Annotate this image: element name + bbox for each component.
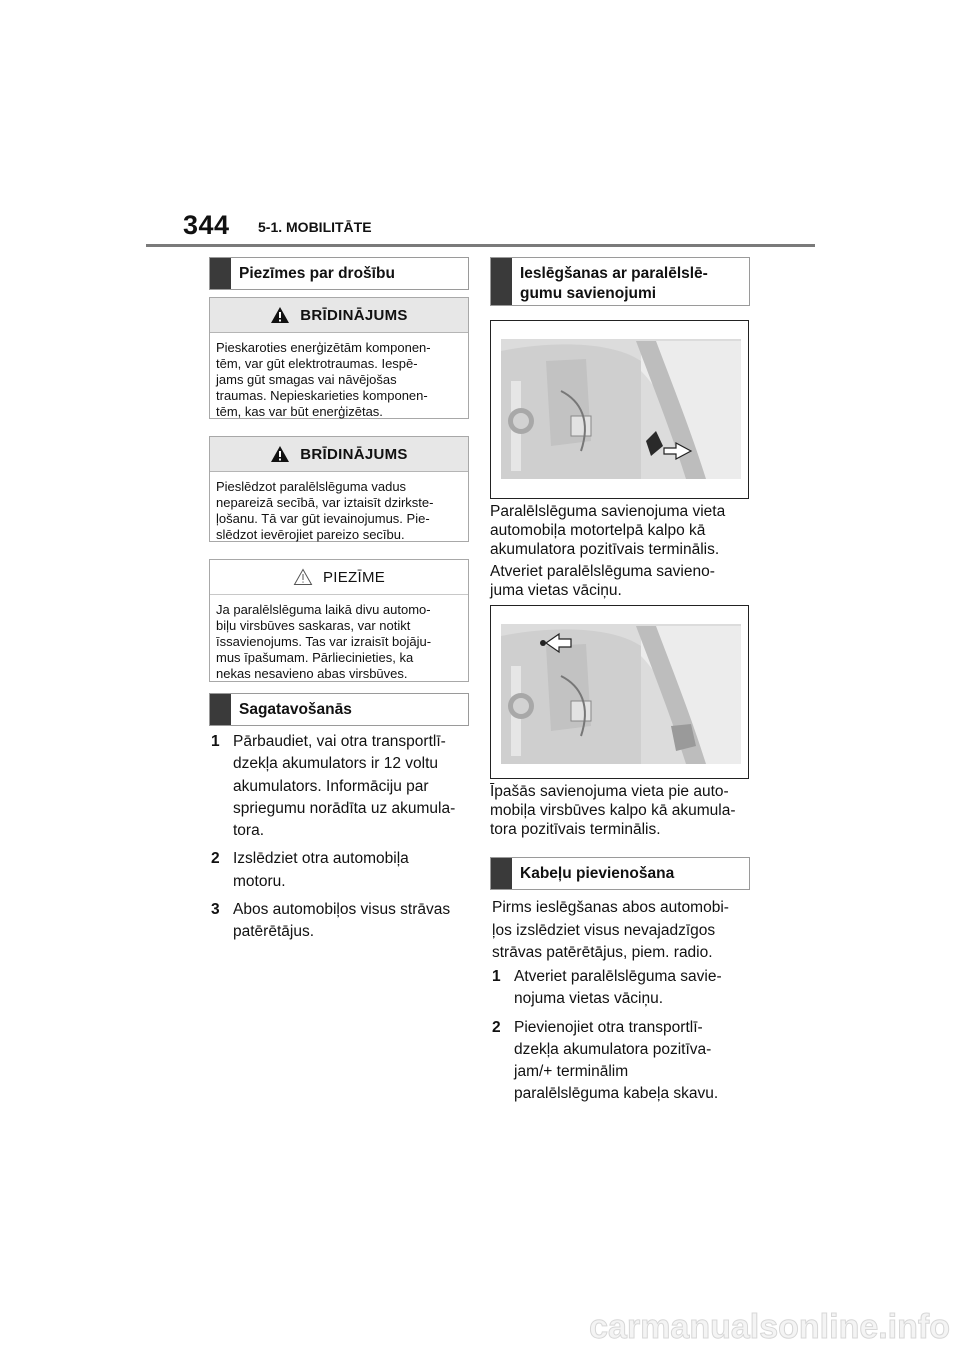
text-line: akumulators. Informāciju par [233, 777, 429, 795]
cable-connection-heading [490, 857, 750, 890]
text-line: juma vietas vāciņu. [490, 582, 622, 599]
warning-box-electric [209, 297, 469, 419]
warning-text [210, 472, 468, 543]
text-line: traumas. Nepieskarieties komponen- [216, 388, 428, 403]
step-text [233, 848, 409, 893]
text-line: gumu savienojumi [520, 285, 657, 302]
step-text [233, 731, 455, 842]
warning-text [210, 333, 468, 420]
text-line: Atveriet paralēlslēguma savie- [514, 968, 722, 985]
caption-engine-bay [490, 502, 760, 559]
step-item [492, 1017, 754, 1106]
warning-triangle-icon [270, 445, 290, 463]
heading-bar [491, 858, 512, 889]
heading-text: Piezīmes par drošību [239, 265, 395, 282]
engine-bay-photo [490, 320, 749, 499]
text-line: Pirms ieslēgšanas abos automobi- [492, 899, 729, 916]
text-line: Pievienojiet otra transportlī- [514, 1018, 703, 1036]
heading-bar [491, 258, 512, 305]
text-line: Izslēdziet otra automobiļa [233, 850, 409, 868]
text-line: mus īpašumam. Pārliecinieties, ka [216, 650, 414, 665]
caption-body-connection [490, 782, 760, 839]
warning-box-sparks [209, 436, 469, 542]
warning-title: BRĪDINĀJUMS [300, 445, 408, 463]
step-number: 2 [211, 850, 220, 868]
text-line: automobiļa motortelpā kalpo kā [490, 522, 706, 539]
body-connection-photo [490, 605, 749, 779]
text-line: motoru. [233, 872, 286, 890]
heading-text: Kabeļu pievienošana [520, 865, 675, 882]
step-number: 1 [492, 968, 501, 985]
note-header [210, 560, 468, 595]
step-text [514, 1017, 718, 1106]
note-box [209, 559, 469, 682]
text-line: jam/+ terminālim [514, 1063, 629, 1081]
text-line: Pārbaudiet, vai otra transportlī- [233, 733, 446, 750]
warning-title: BRĪDINĀJUMS [300, 306, 408, 324]
text-line: Ja paralēlslēguma laikā divu automo- [216, 602, 431, 617]
text-line: dzekļa akumulators ir 12 voltu [233, 755, 439, 773]
text-line: Pieslēdzot paralēlslēguma vadus [216, 479, 407, 494]
step-text [514, 966, 722, 1011]
text-line: tēm, kas var būt enerģizētas. [216, 404, 383, 419]
cable-steps [492, 966, 754, 1112]
step-item [211, 848, 473, 893]
heading-text [512, 258, 708, 305]
caption-open-cover [490, 562, 760, 600]
text-line: patērētājus. [233, 923, 314, 941]
text-line: Ieslēgšanas ar paralēlslē- [520, 265, 708, 282]
step-number: 2 [492, 1018, 501, 1036]
header-divider [146, 244, 815, 247]
text-line: tora. [233, 822, 265, 840]
text-line: spriegumu norādīta uz akumula- [233, 799, 456, 817]
caution-outline-icon [293, 568, 313, 586]
text-line: Pieskaroties enerģizētām komponen- [216, 340, 431, 355]
step-item [492, 966, 754, 1011]
warning-triangle-icon [270, 306, 290, 324]
step-number: 1 [211, 733, 220, 750]
text-line: slēdzot ievērojiet pareizo secību. [216, 527, 405, 542]
text-line: paralēlslēguma kabeļa skavu. [514, 1085, 719, 1103]
warning-header [210, 437, 468, 472]
text-line: nojuma vietas vāciņu. [514, 990, 664, 1008]
preparation-heading [209, 693, 469, 726]
text-line: dzekļa akumulatora pozitīva- [514, 1040, 712, 1058]
note-title: PIEZĪME [322, 568, 386, 586]
heading-text: Sagatavošanās [239, 701, 352, 718]
note-text [210, 595, 468, 682]
text-line: Atveriet paralēlslēguma savieno- [490, 563, 715, 580]
step-text [233, 899, 450, 944]
text-line: jams gūt smagas vai nāvējošas [216, 372, 397, 387]
step-number: 3 [211, 901, 220, 919]
preparation-steps [211, 731, 473, 950]
text-line: tora pozitīvais terminālis. [490, 821, 661, 838]
safety-notes-heading [209, 257, 469, 290]
section-title: 5-1. MOBILITĀTE [258, 219, 372, 235]
watermark [560, 1300, 960, 1350]
text-line: mobiļa virsbūves kalpo kā akumula- [490, 802, 736, 819]
text-line: akumulatora pozitīvais terminālis. [490, 541, 720, 558]
text-line: tēm, var gūt elektrotraumas. Iespē- [216, 356, 418, 371]
text-line: Īpašās savienojuma vieta pie auto- [490, 783, 729, 800]
page-number: 344 [183, 210, 230, 240]
text-line: biļu virsbūves saskaras, var notikt [216, 618, 411, 633]
text-line: ļos izslēdziet visus nevajadzīgos [492, 921, 716, 939]
text-line: nepareizā secībā, var iztaisīt dzirkste- [216, 495, 434, 510]
cable-intro [492, 897, 762, 965]
text-line: nekas nesavieno abas virsbūves. [216, 666, 408, 681]
text-line: Abos automobiļos visus strāvas [233, 901, 451, 919]
step-item [211, 731, 473, 842]
heading-bar [210, 258, 231, 289]
warning-header [210, 298, 468, 333]
watermark-text: carmanualsonline.info [589, 1308, 950, 1346]
step-item [211, 899, 473, 944]
text-line: strāvas patērētājus, piem. radio. [492, 944, 713, 961]
text-line: ļošanu. Tā var gūt ievainojumus. Pie- [216, 511, 430, 526]
connections-heading [490, 257, 750, 306]
heading-bar [210, 694, 231, 725]
text-line: Paralēlslēguma savienojuma vieta [490, 503, 726, 520]
text-line: īssavienojums. Tas var izraisīt bojāju- [216, 634, 432, 649]
